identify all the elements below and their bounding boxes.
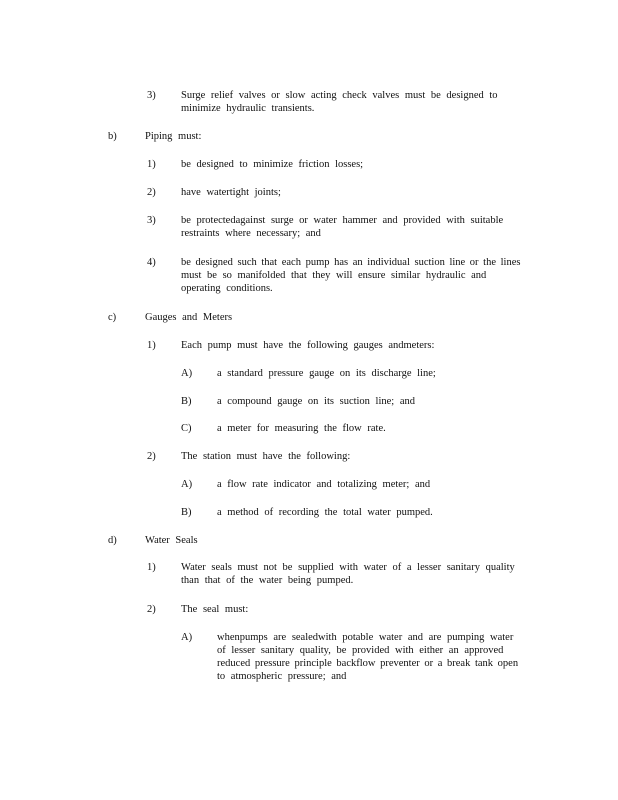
subitem-label: A) <box>181 479 193 490</box>
subitem-label: C) <box>181 423 192 434</box>
text-line: minimize hydraulic transients. <box>181 103 315 114</box>
list-item: have watertight joints; <box>181 187 281 198</box>
list-item: Each pump must have the following gauges andmeters: <box>181 340 435 351</box>
text-line: be protectedagainst surge or water hammer and provided with suitable <box>181 215 504 226</box>
list-subitem: a standard pressure gauge on its discharge line; <box>217 368 436 379</box>
list-item: be designed to minimize friction losses; <box>181 159 364 170</box>
text-line: be designed such that each pump has an individual suction line or the lines <box>181 257 521 268</box>
list-subitem: a meter for measuring the flow rate. <box>217 423 386 434</box>
section-label-b: b) <box>108 131 117 142</box>
list-item <box>181 256 520 295</box>
section-heading-water-seals: Water Seals <box>145 535 198 546</box>
item-label: 1) <box>147 562 156 573</box>
text-line: reduced pressure principle backflow preventer or a break tank open <box>217 658 519 669</box>
text-line: operating conditions. <box>181 283 273 294</box>
subitem-label: A) <box>181 368 193 379</box>
text-line: must be so manifolded that they will ensure similar hydraulic and <box>181 270 487 281</box>
list-item: The seal must: <box>181 604 249 615</box>
item-label: 1) <box>147 340 156 351</box>
text-line: than that of the water being pumped. <box>181 575 354 586</box>
text-line: to atmospheric pressure; and <box>217 671 347 682</box>
section-label-d: d) <box>108 535 117 546</box>
text-line: of lesser sanitary quality, be provided with either an approved <box>217 645 504 656</box>
text-line: whenpumps are sealedwith potable water and are pumping water <box>217 632 514 643</box>
list-subitem: a method of recording the total water pumped. <box>217 507 433 518</box>
item-label: 2) <box>147 451 156 462</box>
item-label: 3) <box>147 215 156 226</box>
list-subitem: a compound gauge on its suction line; and <box>217 396 416 407</box>
list-subitem <box>217 631 518 683</box>
section-heading-piping: Piping must: <box>145 131 202 142</box>
item-label: 3) <box>147 90 156 101</box>
item-label: 2) <box>147 604 156 615</box>
text-line: Water seals must not be supplied with water of a lesser sanitary quality <box>181 562 515 573</box>
section-heading-gauges: Gauges and Meters <box>145 312 233 323</box>
paragraph-surge-relief <box>181 89 498 115</box>
text-line: restraints where necessary; and <box>181 228 321 239</box>
subitem-label: B) <box>181 507 192 518</box>
list-item: The station must have the following: <box>181 451 351 462</box>
section-label-c: c) <box>108 312 117 323</box>
item-label: 1) <box>147 159 156 170</box>
subitem-label: B) <box>181 396 192 407</box>
list-item <box>181 561 515 587</box>
list-item <box>181 214 503 240</box>
item-label: 4) <box>147 257 156 268</box>
subitem-label: A) <box>181 632 193 643</box>
item-label: 2) <box>147 187 156 198</box>
list-subitem: a flow rate indicator and totalizing meter; and <box>217 479 431 490</box>
text-line: Surge relief valves or slow acting check valves must be designed to <box>181 90 498 101</box>
